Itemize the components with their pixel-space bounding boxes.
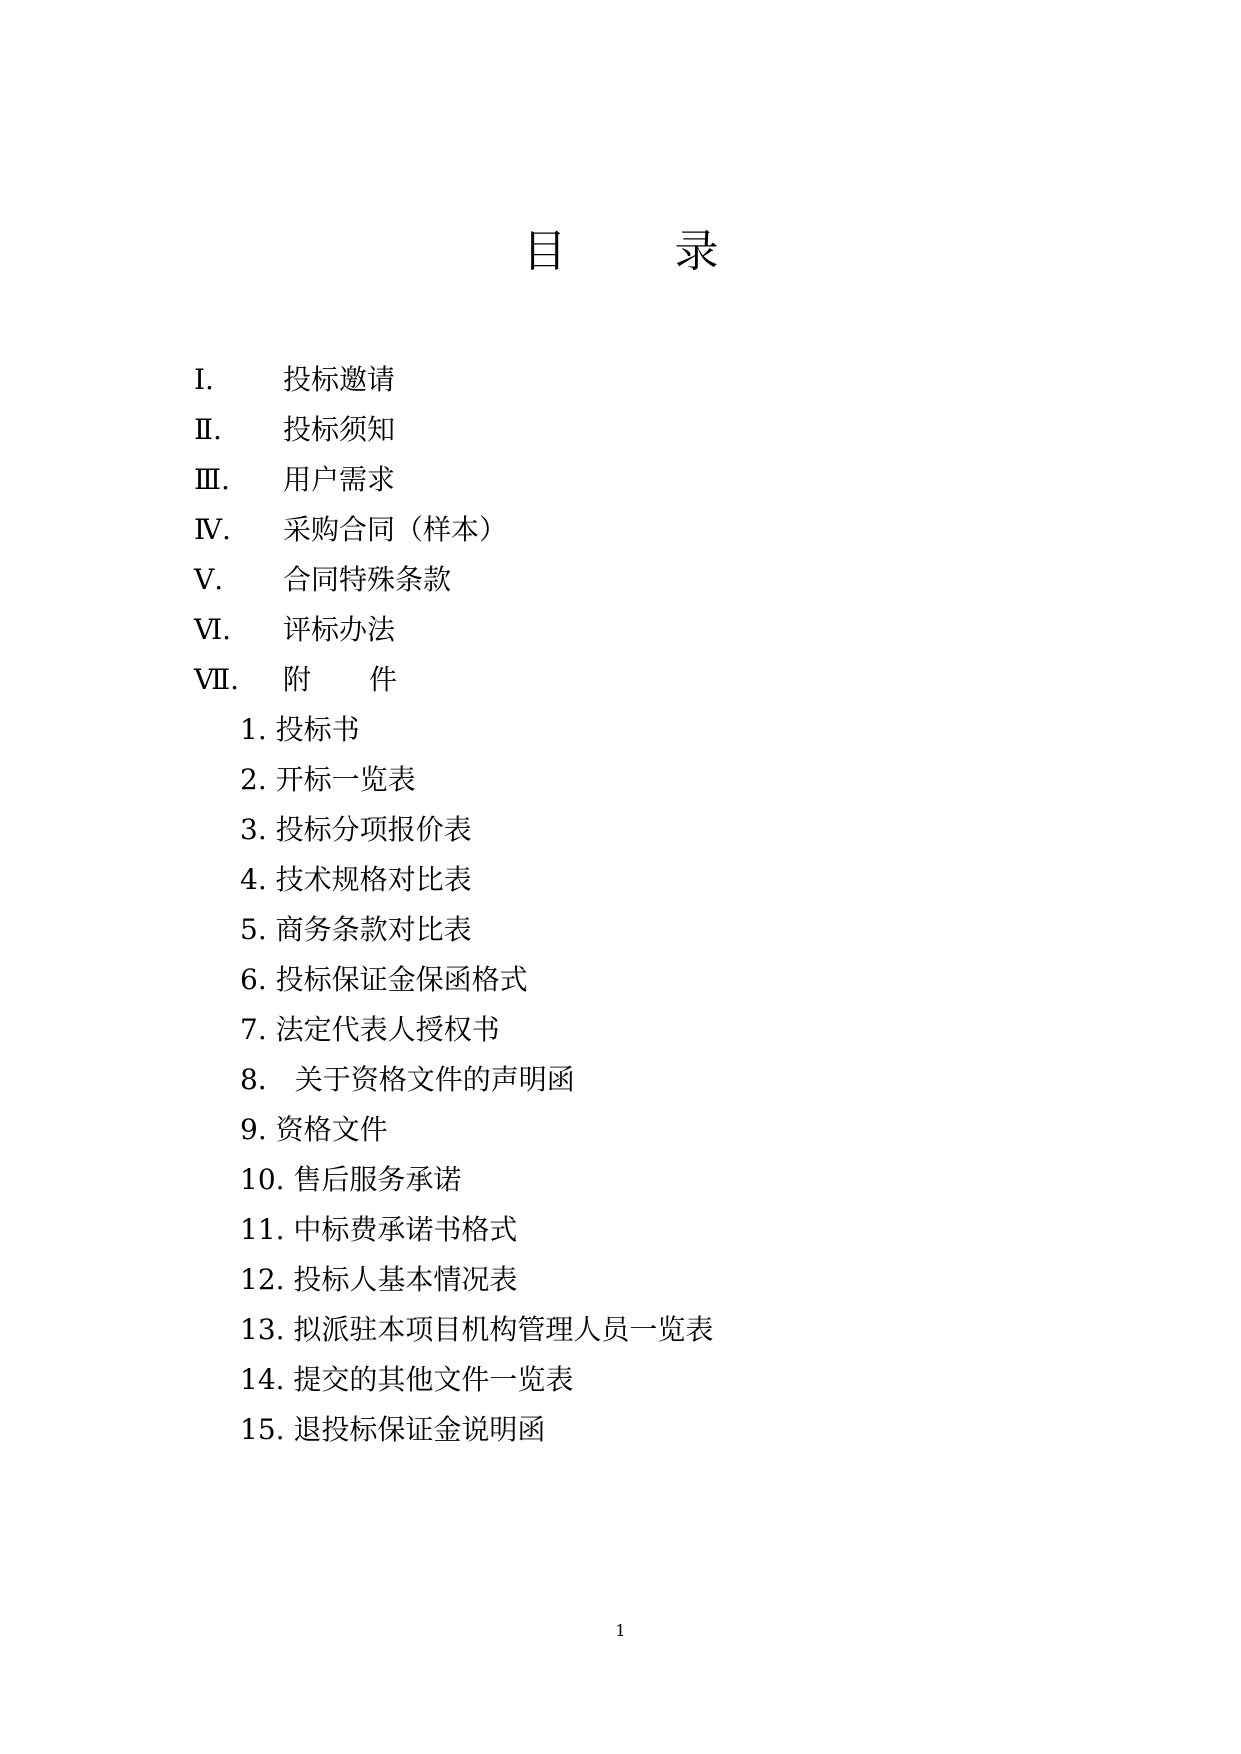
toc-section-label: 附件: [283, 663, 456, 696]
toc-attachment-label: 2. 开标一览表: [240, 763, 416, 796]
page-title: [0, 222, 1241, 282]
toc-attachment-label: 6. 投标保证金保函格式: [240, 963, 528, 996]
toc-attachment-label: 11. 中标费承诺书格式: [240, 1213, 518, 1246]
toc-section-number: Ⅵ.: [194, 613, 232, 646]
toc-section-label: 投标邀请: [283, 363, 396, 396]
toc-attachment-label: 15. 退投标保证金说明函: [240, 1413, 546, 1446]
toc-attachment-label: 3. 投标分项报价表: [240, 813, 472, 846]
toc-section-label: 用户需求: [283, 463, 396, 496]
toc-section-number: Ⅶ.: [194, 663, 240, 696]
toc-section-number: Ⅱ.: [194, 413, 222, 446]
toc-section-number: Ⅳ.: [194, 513, 231, 546]
toc-attachment-label: 9. 资格文件: [240, 1113, 388, 1146]
toc-section-number: Ⅴ.: [194, 563, 224, 596]
toc-attachment-label: 14. 提交的其他文件一览表: [240, 1363, 574, 1396]
toc-attachment-label: 13. 拟派驻本项目机构管理人员一览表: [240, 1313, 714, 1346]
toc-section-label: 合同特殊条款: [283, 563, 452, 596]
toc-attachment-label: 8． 关于资格文件的声明函: [240, 1063, 575, 1096]
toc-attachment-label: 10. 售后服务承诺: [240, 1163, 462, 1196]
title-char-2: 录: [674, 226, 719, 277]
toc-attachment-label: 4. 技术规格对比表: [240, 863, 472, 896]
toc-attachment-label: 12. 投标人基本情况表: [240, 1263, 518, 1296]
title-char-1: 目: [522, 226, 567, 277]
toc-section-number: Ⅰ.: [194, 363, 214, 396]
toc-section-label: 投标须知: [283, 413, 396, 446]
page-number: 1: [615, 1621, 626, 1640]
toc-attachment-label: 1. 投标书: [240, 713, 360, 746]
toc-section-number: Ⅲ.: [194, 463, 230, 496]
toc-section-label: 采购合同（样本）: [283, 513, 508, 546]
toc-attachment-label: 5. 商务条款对比表: [240, 913, 472, 946]
toc-section-label: 评标办法: [283, 613, 396, 646]
toc-attachment-label: 7. 法定代表人授权书: [240, 1013, 500, 1046]
